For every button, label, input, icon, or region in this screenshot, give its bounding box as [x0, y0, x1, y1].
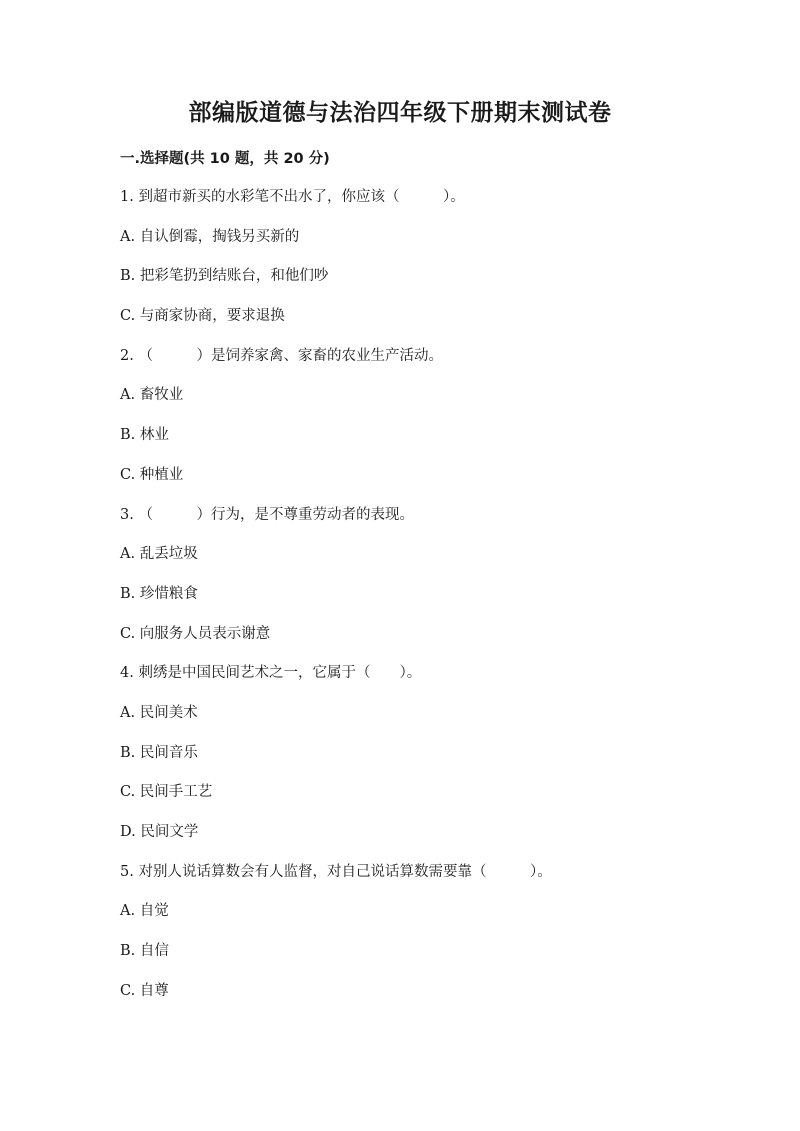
option-b: B. 民间音乐: [120, 744, 198, 761]
exam-title: 部编版道德与法治四年级下册期末测试卷: [188, 100, 612, 126]
question-stem: 4. 刺绣是中国民间艺术之一，它属于（ ）。: [120, 665, 422, 682]
question-stem: 5. 对别人说话算数会有人监督，对自己说话算数需要靠（ ）。: [120, 863, 552, 880]
option-b: B. 把彩笔扔到结账台，和他们吵: [120, 268, 329, 285]
question-stem: 3. （ ）行为，是不尊重劳动者的表现。: [120, 506, 414, 523]
option-d: D. 民间文学: [120, 824, 199, 840]
option-a: A. 自认倒霉，掏钱另买新的: [120, 228, 300, 245]
option-c: C. 种植业: [120, 466, 184, 483]
section-heading: 一.选择题(共 10 题，共 20 分): [120, 151, 330, 167]
option-b: B. 自信: [120, 943, 169, 960]
question-stem: 2. （ ）是饲养家禽、家畜的农业生产活动。: [120, 347, 443, 364]
option-a: A. 畜牧业: [120, 387, 184, 404]
option-c: C. 向服务人员表示谢意: [120, 625, 271, 642]
option-b: B. 林业: [120, 427, 169, 444]
question-stem: 1. 到超市新买的水彩笔不出水了，你应该（ ）。: [120, 189, 465, 205]
option-a: A. 民间美术: [120, 704, 198, 721]
question-list: [120, 186, 720, 1019]
option-c: C. 与商家协商，要求退换: [120, 308, 285, 325]
option-c: C. 民间手工艺: [120, 784, 213, 801]
option-b: B. 珍惜粮食: [120, 585, 198, 602]
option-c: C. 自尊: [120, 982, 169, 999]
option-a: A. 自觉: [120, 903, 169, 920]
option-a: A. 乱丢垃圾: [120, 546, 198, 563]
